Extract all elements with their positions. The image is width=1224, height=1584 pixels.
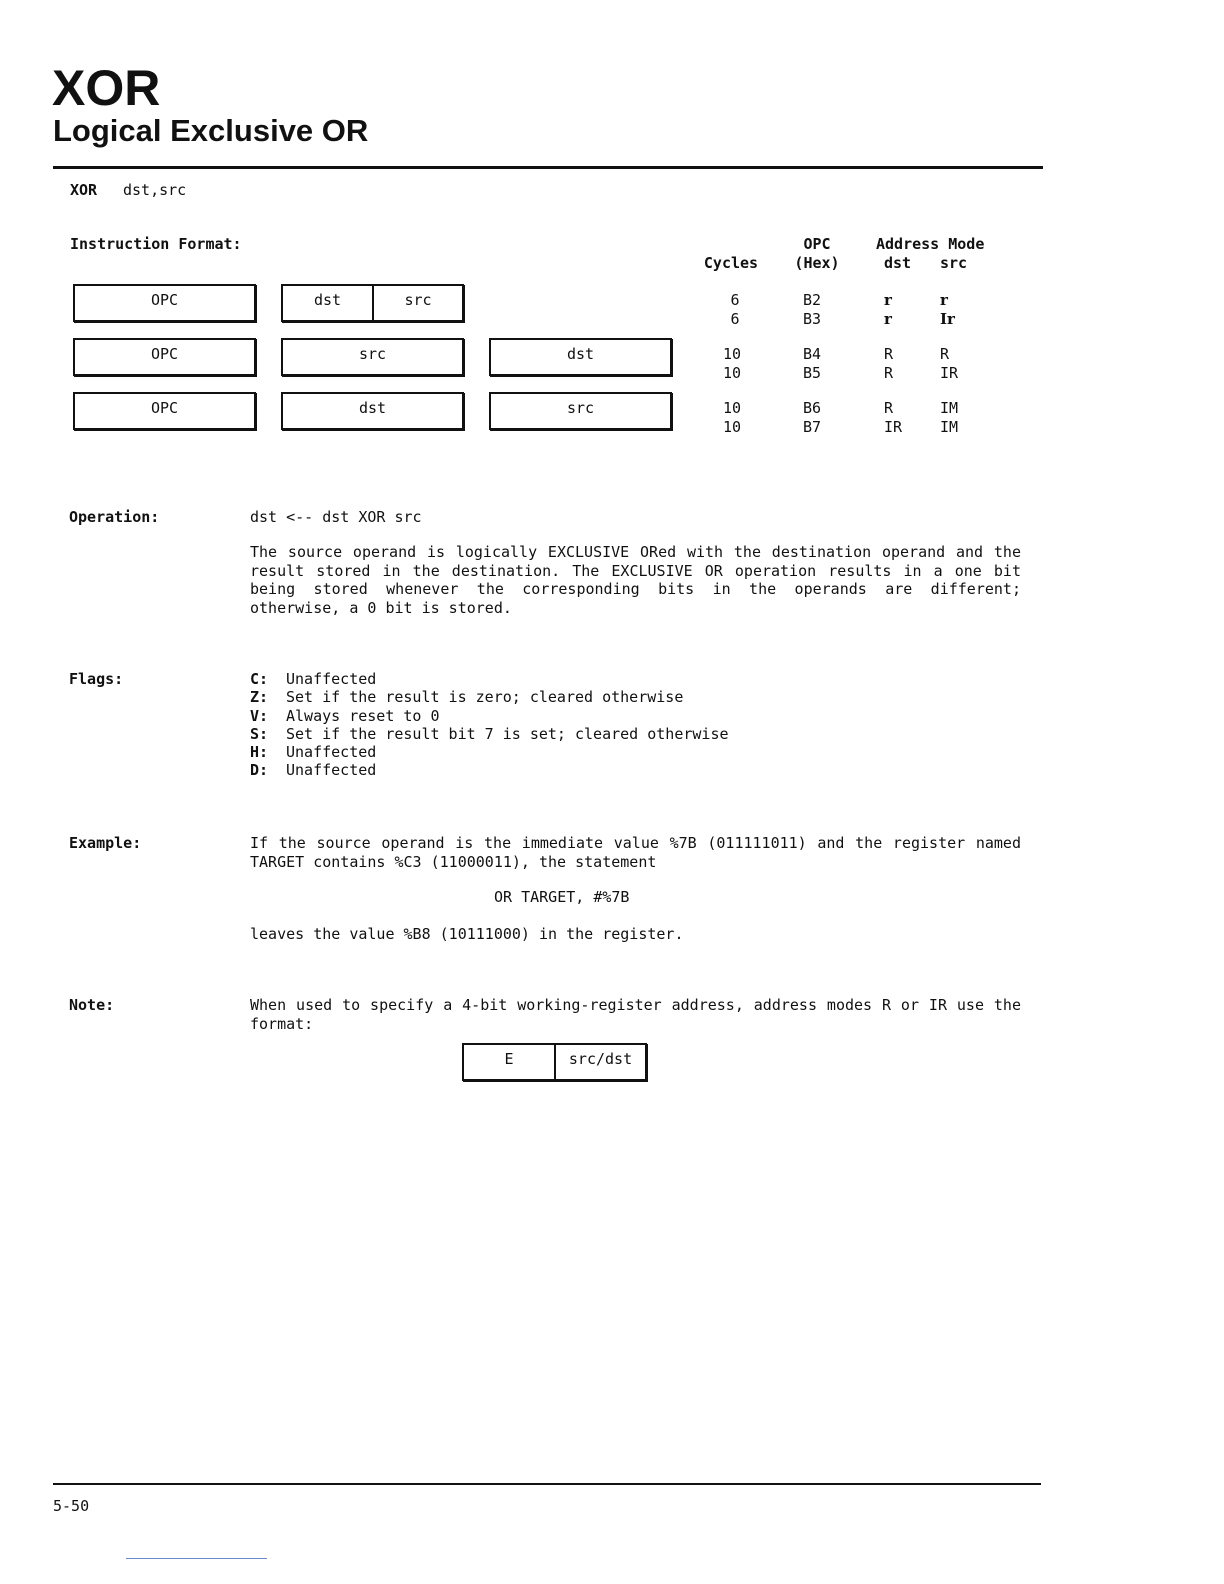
opc-row-1: B2 B3 [802,291,822,328]
flag-d: D: Unaffected [250,761,377,780]
example-result: leaves the value %B8 (10111000) in the register. [250,925,684,943]
format-box-opc: OPC [73,284,256,322]
format-box-src: src [404,290,432,309]
format-box-src: src [281,338,464,376]
mode-src-row-2: R IR [940,345,959,382]
example-description: If the source operand is the immediate value %7B (011111011) and the register named TARGET contains %C3 (11000011), the statement [250,834,1021,871]
column-header-opc-hex: (Hex) [794,254,840,272]
column-header-mode-dst: dst [884,254,912,272]
syntax-operands: dst,src [123,181,187,199]
note-label: Note: [69,996,115,1014]
flag-h: H: Unaffected [250,743,377,762]
operation-formula: dst <-- dst XOR src [250,508,422,526]
flag-v: V: Always reset to 0 [250,706,440,725]
mode-src-row-3: IM IM [940,399,959,436]
syntax-mnemonic: XOR [70,181,98,199]
example-label: Example: [69,834,142,852]
operation-label: Operation: [69,508,160,526]
flags-list [250,670,729,780]
example-statement: OR TARGET, #%7B [494,888,630,906]
format-box-dst: dst [489,338,672,376]
format-box-src: src [489,392,672,430]
note-description: When used to specify a 4-bit working-register address, address modes R or IR use the format: [250,996,1021,1033]
footer-divider [53,1483,1041,1485]
note-format-box [462,1043,647,1081]
instruction-format-label: Instruction Format: [70,235,242,253]
mode-dst-row-1: r r [884,291,892,328]
flag-c: C: Unaffected [250,670,377,688]
page-title: XOR [52,60,161,116]
format-box-opc: OPC [73,338,256,376]
mode-src-row-1: r Ir [940,291,955,328]
note-format-box-e: E [464,1045,556,1079]
format-box-opc: OPC [73,392,256,430]
mode-dst-row-2: R R [884,345,894,382]
opc-row-3: B6 B7 [802,399,822,436]
operation-description: The source operand is logically EXCLUSIVE ORed with the destination operand and the result stored in the destination. The EXCLUSIVE OR operation results in a one bit being stored whenever the corresponding bits in the operands are different; otherwise, a 0 bit is stored. [250,543,1021,617]
flags-label: Flags: [69,670,124,688]
flag-s: S: Set if the result bit 7 is set; cleared otherwise [250,724,729,743]
header-divider [53,166,1043,169]
column-header-mode-src: src [940,254,968,272]
flag-z: Z: Set if the result is zero; cleared otherwise [250,688,684,707]
page-subtitle: Logical Exclusive OR [53,113,369,148]
column-header-address-mode: Address Mode [876,235,985,253]
cycles-row-1: 6 6 [730,291,740,328]
cycles-row-2: 10 10 [722,345,742,382]
column-header-opc: OPC [803,235,831,253]
page-number: 5-50 [53,1497,90,1515]
cycles-row-3: 10 10 [722,399,742,436]
opc-row-2: B4 B5 [802,345,822,382]
format-box-dst-src [281,284,464,322]
note-format-box-src-dst: src/dst [568,1049,633,1068]
footer-link-underline [126,1558,267,1559]
column-header-cycles: Cycles [703,254,759,272]
format-box-dst: dst [283,286,374,320]
mode-dst-row-3: R IR [884,399,903,436]
format-box-dst: dst [281,392,464,430]
